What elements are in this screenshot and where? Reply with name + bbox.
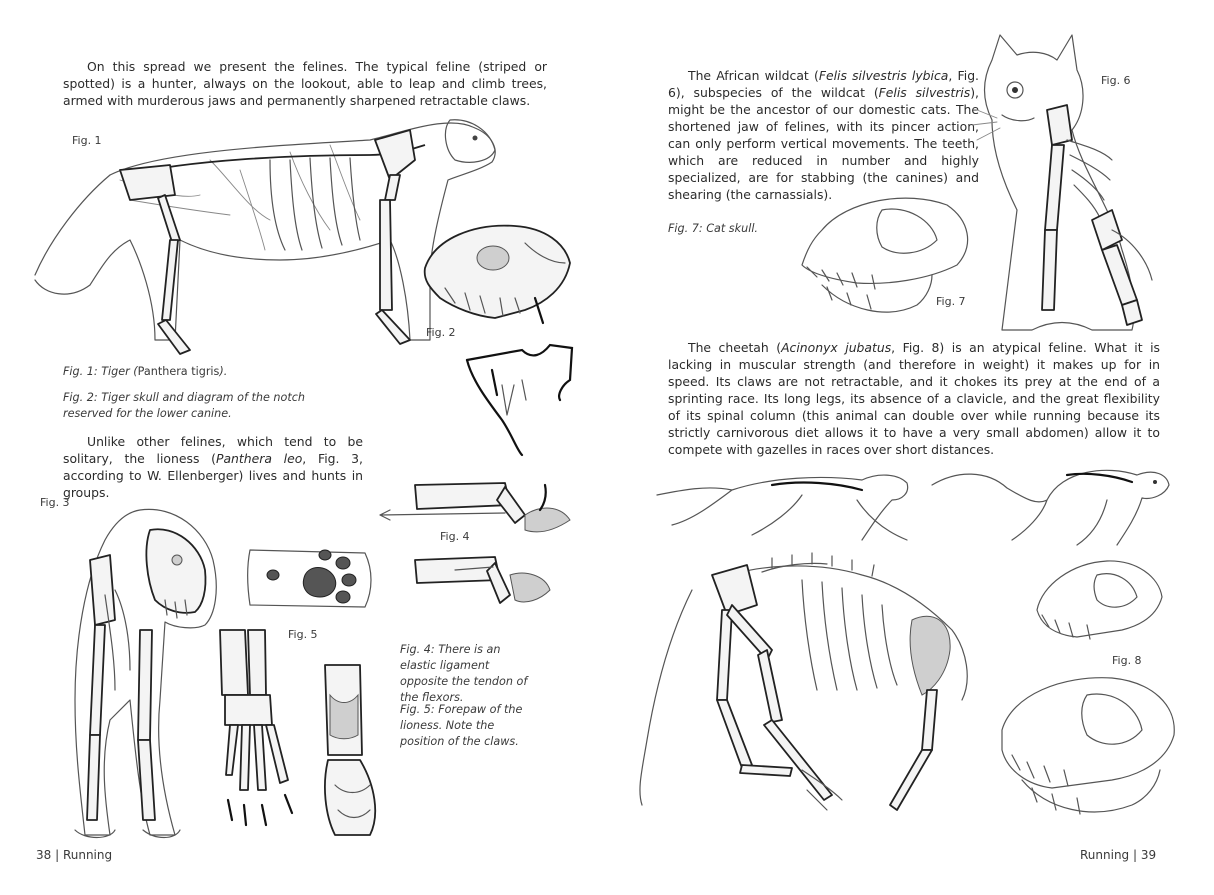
cheetah-text-2: , Fig. 8) is an atypical feline. What it is lacking in muscular strength (and therefore in weight) it makes up for in speed. Its claws are not retractable, and it chokes its prey at the end of a sprinting race. Its long legs, its absence of a clavicle, and the great flexibility of its spinal column (this animal can double over while running because its strictly carnivorous diet allows it to have a very small abdomen) allow it to compete with gazelles in races over short distances. <box>668 340 1160 457</box>
wildcat-text-2: , Fig. 6), subspecies of the wildcat ( <box>668 68 979 100</box>
caption-fig1-end: ). <box>219 365 228 378</box>
claw-ligament-diagram <box>375 475 595 635</box>
caption-fig4: Fig. 4: There is an elastic ligament opposite the tendon of the flexors. <box>400 643 528 704</box>
wildcat-text-3: ), might be the ancestor of our domestic cats. The shortened jaw of felines, with its pincer action, can only perform vertical movements. The teeth, which are reduced in number and highly specialized, are for stabbing (the canines) and shearing (the carnassials). <box>668 85 979 202</box>
right-page <box>607 0 1214 895</box>
wildcat-text-1: The African wildcat ( <box>688 68 819 83</box>
fig5-label: Fig. 5 <box>288 628 318 641</box>
wildcat-paragraph <box>668 67 979 203</box>
canine-notch-diagram <box>462 340 582 460</box>
caption-fig2: Fig. 2: Tiger skull and diagram of the notch reserved for the lower canine. <box>63 391 305 420</box>
cheetah-skull-large-illustration <box>992 670 1182 825</box>
fig2-label: Fig. 2 <box>426 326 456 339</box>
caption-fig1-species: Panthera tigris <box>137 365 220 378</box>
caption-fig1 <box>63 364 363 380</box>
cheetah-species: Acinonyx jubatus <box>781 340 892 355</box>
fig1-label: Fig. 1 <box>72 134 102 147</box>
cheetah-skull-small-illustration <box>1027 555 1167 645</box>
lioness-paragraph-text: Unlike other felines, which tend to be solitary, the lioness ( <box>63 434 363 466</box>
lioness-paragraph <box>63 433 363 501</box>
running-cheetah-extended-illustration <box>652 465 912 550</box>
cheetah-text-1: The cheetah ( <box>688 340 782 355</box>
lioness-skeleton-illustration <box>55 500 225 845</box>
cheetah-skeleton-illustration <box>632 550 1022 830</box>
forepaw-pad-illustration <box>245 545 375 615</box>
cat-skull-illustration <box>797 185 977 330</box>
fig6-label: Fig. 6 <box>1101 74 1131 87</box>
tiger-skull-illustration <box>415 218 585 328</box>
wildcat-skeleton-illustration <box>972 30 1182 340</box>
fig7-label: Fig. 7 <box>936 295 966 308</box>
lioness-species: Panthera leo <box>215 451 303 466</box>
page-folio-right: Running | 39 <box>1080 848 1157 862</box>
wildcat-species-2: Felis silvestris <box>878 85 971 100</box>
forepaw-bones-illustration <box>210 625 390 845</box>
running-cheetah-gathered-illustration <box>927 460 1177 550</box>
intro-paragraph: On this spread we present the felines. The typical feline (striped or spotted) is a hunter, always on the lookout, able to leap and climb trees, armed with murderous jaws and permanently sharpened retractable claws. <box>63 59 547 108</box>
wildcat-species-1: Felis silvestris lybica <box>818 68 949 83</box>
fig4-label: Fig. 4 <box>440 530 470 543</box>
cheetah-paragraph <box>668 339 1160 458</box>
page-folio-left: 38 | Running <box>36 848 113 862</box>
caption-fig5: Fig. 5: Forepaw of the lioness. Note the position of the claws. <box>400 703 523 748</box>
fig8-label: Fig. 8 <box>1112 654 1142 667</box>
lioness-paragraph-end: , Fig. 3, according to W. Ellenberger) lives and hunts in groups. <box>63 451 363 500</box>
caption-fig7: Fig. 7: Cat skull. <box>668 222 758 235</box>
fig3-label: Fig. 3 <box>40 496 70 509</box>
caption-fig1-text: Fig. 1: Tiger ( <box>63 365 138 378</box>
